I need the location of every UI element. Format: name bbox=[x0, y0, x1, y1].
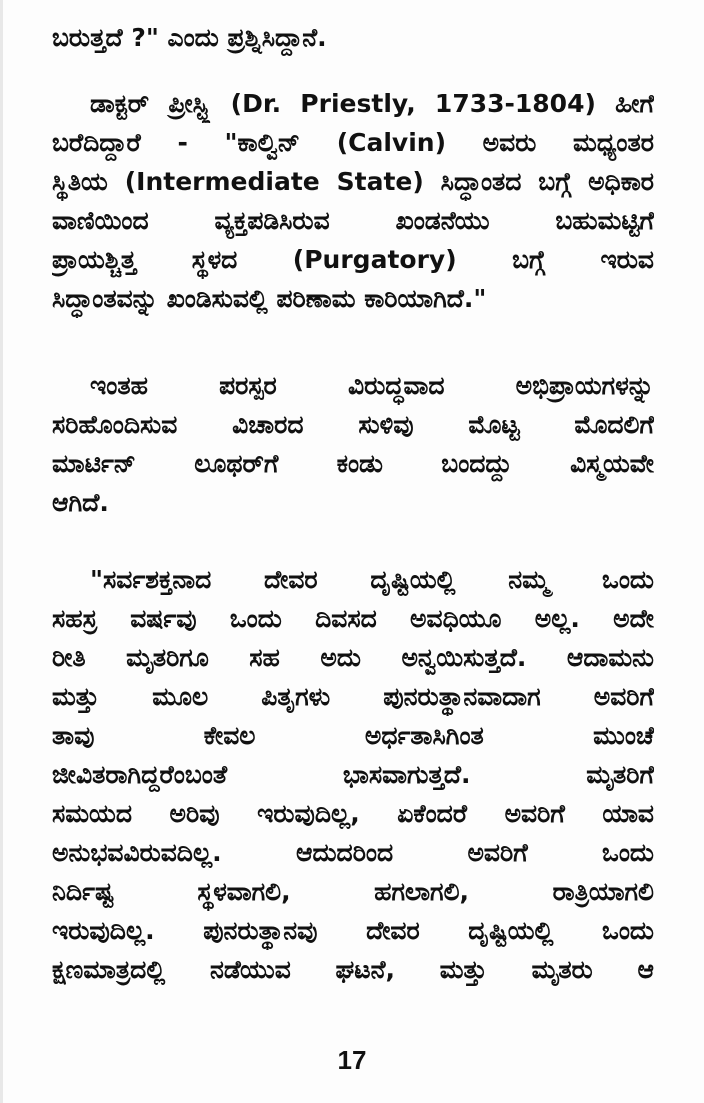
paragraph-4 bbox=[52, 560, 654, 989]
text-line: ಮತ್ತು ಮೂಲ ಪಿತೃಗಳು ಪುನರುತ್ಥಾನವಾದಾಗ ಅವರಿಗೆ bbox=[52, 682, 654, 711]
text-line: ಇಂತಹ ಪರಸ್ಪರ ವಿರುದ್ಧವಾದ ಅಭಿಪ್ರಾಯಗಳನ್ನು bbox=[90, 371, 654, 400]
text-line: ಸ್ಥಿತಿಯ (Intermediate State) ಸಿದ್ಧಾಂತದ ಬಗ್ಗೆ ಅಧಿಕಾರ bbox=[52, 167, 654, 196]
page-edge-shadow bbox=[0, 0, 3, 1103]
text-line: "ಸರ್ವಶಕ್ತನಾದ ದೇವರ ದೃಷ್ಟಿಯಲ್ಲಿ ನಮ್ಮ ಒಂದು bbox=[90, 565, 654, 594]
paragraph-1 bbox=[52, 18, 654, 57]
text-line: ಬರುತ್ತದೆ ?" ಎಂದು ಪ್ರಶ್ನಿಸಿದ್ದಾನೆ. bbox=[52, 23, 327, 52]
text-line: ಆಗಿದೆ. bbox=[52, 488, 109, 517]
page-number: 17 bbox=[337, 1045, 367, 1075]
text-line: ಸಮಯದ ಅರಿವು ಇರುವುದಿಲ್ಲ, ಏಕೆಂದರೆ ಅವರಿಗೆ ಯಾವ bbox=[52, 799, 654, 828]
paragraph-3 bbox=[52, 366, 654, 522]
text-line: ಸಹಸ್ರ ವರ್ಷವು ಒಂದು ದಿವಸದ ಅವಧಿಯೂ ಅಲ್ಲ. ಅದೇ bbox=[52, 604, 654, 633]
paragraph-2 bbox=[52, 84, 654, 318]
text-line: ಡಾಕ್ಟರ್ ಪ್ರೀಸ್ಟ್ಲಿ (Dr. Priestly, 1733-1804) ಹೀಗೆ bbox=[90, 89, 654, 118]
text-line: ಸರಿಹೊಂದಿಸುವ ವಿಚಾರದ ಸುಳಿವು ಮೊಟ್ಟ ಮೊದಲಿಗೆ bbox=[52, 410, 654, 439]
text-line: ಅನುಭವವಿರುವದಿಲ್ಲ. ಆದುದರಿಂದ ಅವರಿಗೆ ಒಂದು bbox=[52, 838, 654, 867]
text-line: ವಾಣಿಯಿಂದ ವ್ಯಕ್ತಪಡಿಸಿರುವ ಖಂಡನೆಯು ಬಹುಮಟ್ಟಿಗೆ bbox=[52, 206, 654, 235]
text-line: ಕ್ಷಣಮಾತ್ರದಲ್ಲಿ ನಡೆಯುವ ಘಟನೆ, ಮತ್ತು ಮೃತರು ಆ bbox=[52, 955, 654, 984]
text-line: ಜೀವಿತರಾಗಿದ್ದರೆಂಬಂತೆ ಭಾಸವಾಗುತ್ತದೆ. ಮೃತರಿಗೆ bbox=[52, 760, 654, 789]
text-line: ರೀತಿ ಮೃತರಿಗೂ ಸಹ ಅದು ಅನ್ವಯಿಸುತ್ತದೆ. ಆದಾಮನು bbox=[52, 643, 654, 672]
text-line: ಪ್ರಾಯಶ್ಚಿತ್ತ ಸ್ಥಳದ (Purgatory) ಬಗ್ಗೆ ಇರುವ bbox=[52, 245, 654, 274]
text-line: ಮಾರ್ಟಿನ್ ಲೂಥರ್‌ಗೆ ಕಂಡು ಬಂದದ್ದು ವಿಸ್ಮಯವೇ bbox=[52, 449, 654, 478]
text-line: ಸಿದ್ಧಾಂತವನ್ನು ಖಂಡಿಸುವಲ್ಲಿ ಪರಿಣಾಮ ಕಾರಿಯಾಗಿದೆ." bbox=[52, 284, 487, 313]
text-line: ನಿರ್ದಿಷ್ಟ ಸ್ಥಳವಾಗಲಿ, ಹಗಲಾಗಲಿ, ರಾತ್ರಿಯಾಗಲಿ bbox=[52, 877, 654, 906]
text-line: ತಾವು ಕೇವಲ ಅರ್ಧತಾಸಿಗಿಂತ ಮುಂಚೆ bbox=[52, 721, 654, 750]
text-line: ಬರೆದಿದ್ದಾರೆ - "ಕಾಲ್ವಿನ್ (Calvin) ಅವರು ಮಧ್ಯಂತರ bbox=[52, 128, 654, 157]
text-line: ಇರುವುದಿಲ್ಲ. ಪುನರುತ್ಥಾನವು ದೇವರ ದೃಷ್ಟಿಯಲ್ಲಿ ಒಂದು bbox=[52, 916, 654, 945]
